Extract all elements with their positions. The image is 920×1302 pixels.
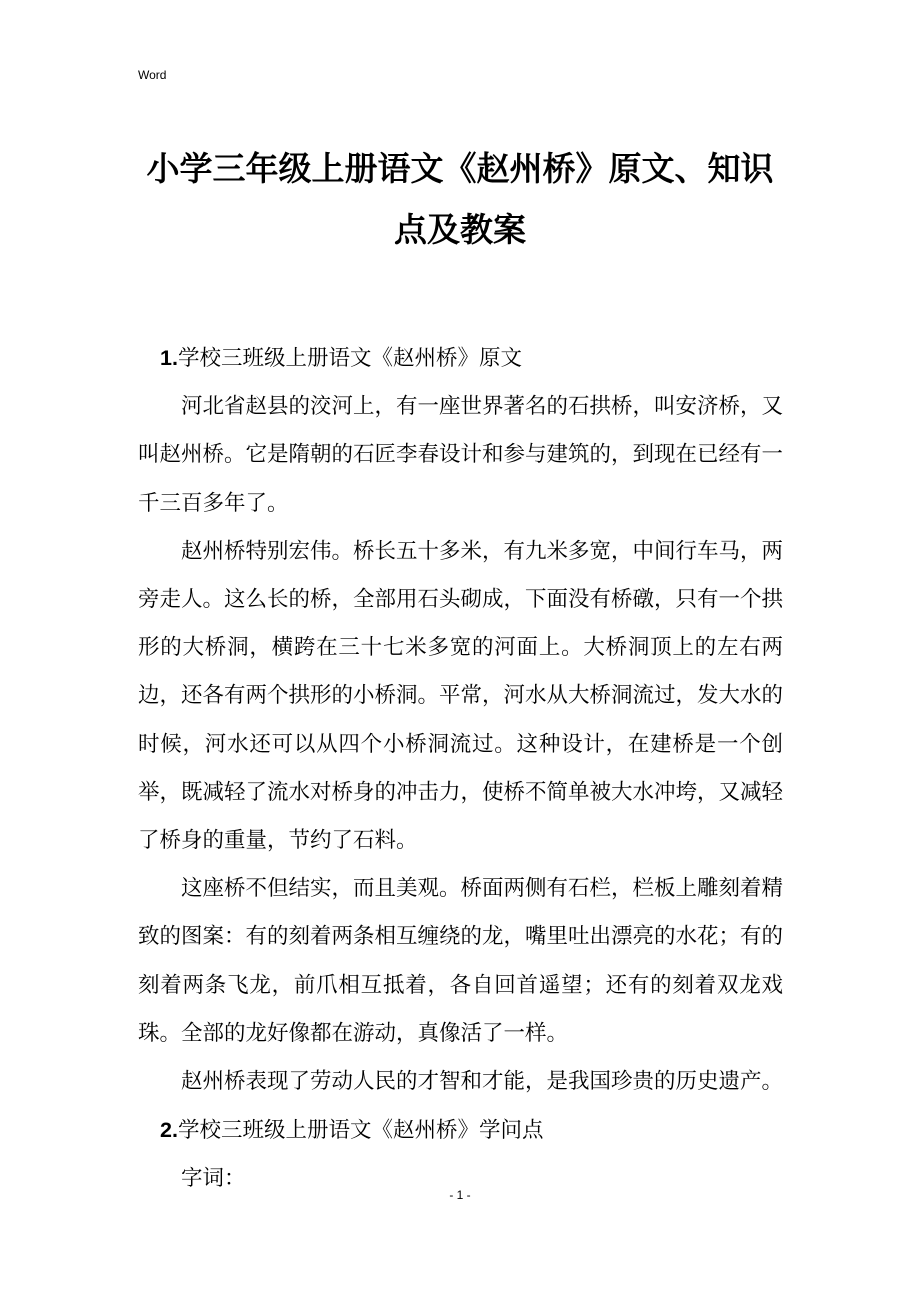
section-heading-text: 学校三班级上册语文《赵州桥》学问点: [177, 1118, 544, 1144]
paragraph-1: 河北省赵县的洨河上，有一座世界著名的石拱桥，叫安济桥，又叫赵州桥。它是隋朝的石匠李春设计和参与建筑的，到现在已经有一千三百多年了。: [138, 394, 784, 516]
paragraph-3: 这座桥不但结实，而且美观。桥面两侧有石栏，栏板上雕刻着精致的图案：有的刻着两条相互缠绕的龙，嘴里吐出漂亮的水花；有的刻着两条飞龙，前爪相互抵着，各自回首遥望；还有的刻着双龙戏珠。全部的龙好像都在游动，真像活了一样。: [138, 876, 784, 1046]
paragraph-2: 赵州桥特别宏伟。桥长五十多米，有九米多宽，中间行车马，两旁走人。这么长的桥，全部用石头砌成，下面没有桥礅，只有一个拱形的大桥洞，横跨在三十七米多宽的河面上。大桥洞顶上的左右两边，还各有两个拱形的小桥洞。平常，河水从大桥洞流过，发大水的时候，河水还可以从四个小桥洞流过。这种设计，在建桥是一个创举，既减轻了流水对桥身的冲击力，使桥不简单被大水冲垮，又减轻了桥身的重量，节约了石料。: [138, 538, 784, 854]
header-label: Word: [138, 68, 167, 82]
section-number: 2.: [160, 1118, 178, 1143]
section-number: 1.: [160, 346, 178, 370]
section-heading-1: [138, 334, 783, 383]
page-number: - 1 -: [449, 1188, 471, 1202]
paragraph-4: 赵州桥表现了劳动人民的才智和才能，是我国珍贵的历史遗产。: [181, 1069, 784, 1095]
document-title: 小学三年级上册语文《赵州桥》原文、知识点及教案: [146, 149, 774, 249]
document-body: [138, 334, 783, 1204]
section-heading-text: 学校三班级上册语文《赵州桥》原文: [177, 346, 522, 371]
subheading-vocabulary: 字词：: [181, 1166, 246, 1192]
section-heading-2: [138, 1106, 783, 1155]
